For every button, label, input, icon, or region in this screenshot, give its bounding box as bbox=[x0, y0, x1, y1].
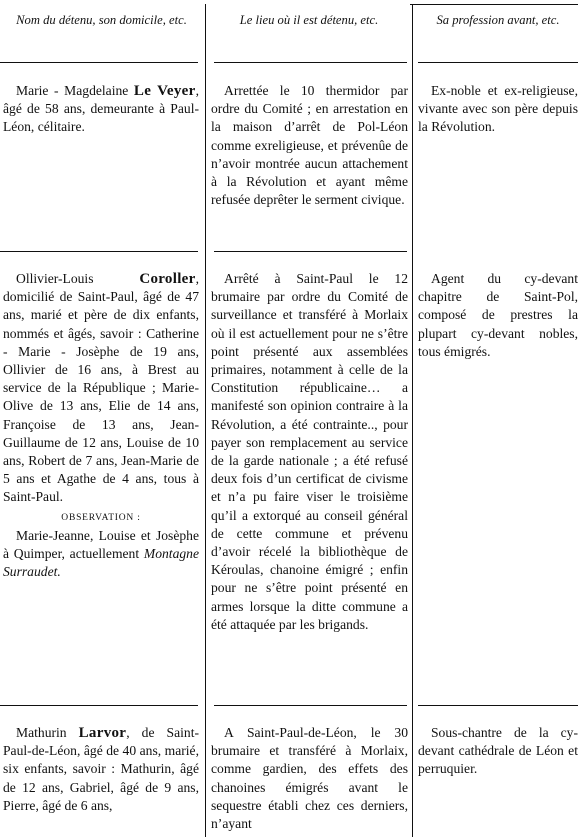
row1-col2-text: Arrettée le 10 thermidor par ordre du Comité ; en arrestation en la maison d’arrêt de Pol-Léon comme exreligieuse, et prévenûe de n’avoir montrée aucun attachement à la Révolution et ayant même refusée deprêter le serment civique. bbox=[211, 83, 408, 208]
row2-col3-text: Agent du cy-devant chapitre de Saint-Pol, composé de prestres la plupart cy-devant nobles, tous émigrés. bbox=[418, 271, 578, 359]
header-col3: Sa profession avant, etc. bbox=[436, 13, 560, 27]
row3-surname: Larvor bbox=[78, 725, 127, 741]
row1-surname: Le Veyer bbox=[133, 83, 196, 99]
row3-given-name: Mathurin bbox=[16, 725, 67, 740]
row3-col3-entry bbox=[418, 724, 578, 779]
row2-col3-entry bbox=[418, 270, 578, 361]
row1-col1-details: , âgé de 58 ans, demeurante à Paul-Léon, célitaire. bbox=[3, 83, 199, 135]
header-rule-col3 bbox=[418, 62, 578, 63]
row1-rule-col2 bbox=[214, 251, 407, 252]
row2-rule-col1 bbox=[0, 705, 198, 706]
column-divider-2 bbox=[412, 4, 413, 837]
row2-rule-col2 bbox=[214, 705, 407, 706]
header-col1: Nom du détenu, son domicile, etc. bbox=[16, 13, 187, 27]
row2-col2-entry bbox=[211, 270, 408, 634]
header-col2: Le lieu où il est détenu, etc. bbox=[239, 13, 379, 27]
top-rule bbox=[410, 4, 578, 5]
row3-col1-details: , de Saint-Paul-de-Léon, âgé de 40 ans, marié, six enfants, savoir : Mathurin, âgé de 12 ans, Gabriel, âgé de 9 ans, Pierre, âgé de 6 ans, bbox=[3, 725, 199, 813]
row2-observation-italic: Montagne Surraudet. bbox=[3, 546, 199, 580]
row1-col3-text: Ex-noble et ex-religieuse, vivante avec son père depuis la Révolution. bbox=[418, 83, 578, 135]
row1-col3-entry bbox=[418, 82, 578, 137]
row3-col2-entry bbox=[211, 724, 408, 833]
row1-col2-entry bbox=[211, 82, 408, 209]
header-rule-col2 bbox=[214, 62, 407, 63]
row2-surname: Coroller bbox=[139, 271, 196, 287]
row1-col1-entry bbox=[3, 82, 199, 137]
row2-col1-details: , domicilié de Saint-Paul, âgé de 47 ans, marié et père de dix enfants, nommés et âgés, savoir : Catherine - Marie - Josèphe de 19 ans, Ollivier de 16 ans, à Brest au service de la République ; Marie-Olive de 13 ans, Elie de 14 ans, Françoise de 13 ans, Jean-Guillaume de 12 ans, Louise de 10 ans, Robert de 7 ans, Jean-Marie de 5 ans et Agathe de 4 ans, tous à Saint-Paul. bbox=[3, 271, 199, 505]
row3-col3-text: Sous-chantre de la cy-devant cathédrale de Léon et perruquier. bbox=[418, 725, 578, 777]
row2-observation-label: OBSERVATION : bbox=[61, 512, 141, 523]
header-rule-col1 bbox=[0, 62, 198, 63]
row2-col1-entry bbox=[3, 270, 199, 581]
row2-observation-text: Marie-Jeanne, Louise et Josèphe à Quimper, actuellement bbox=[3, 527, 199, 562]
row2-given-name: Ollivier-Louis bbox=[16, 271, 94, 286]
row1-given-name: Marie - Magdelaine bbox=[16, 83, 129, 98]
column-divider-1 bbox=[205, 4, 206, 837]
row3-col1-entry bbox=[3, 724, 199, 815]
row2-rule-col3 bbox=[418, 705, 578, 706]
row2-col2-text: Arrêté à Saint-Paul le 12 brumaire par ordre du Comité de surveillance et transféré à Morlaix où il est actuellement pour ne s’être point présenté aux assemblées primaires, notamment à celle de la Constitution républicaine… a manifesté son opinion contraire à la Révolution, a été contrainte.., pour payer son remplacement au service de la garde nationale ; a été refusé deux fois d’un certificat de civisme et n’a pu faire viser le troisième qu’il a extorqué au conseil général de cette commune et prévenu d’avoir récelé la bibliothèque de Kéroulas, chanoine émigré ; enfin pour ne s’être point présenté en armes lorsque la ditte commune a été attaquée par les brigands. bbox=[211, 271, 408, 632]
row3-col2-text: A Saint-Paul-de-Léon, le 30 brumaire et transféré à Morlaix, comme gardien, des effets des chanoines émigrés avant le sequestre établi chez ces derniers, n’ayant bbox=[211, 725, 408, 832]
row1-rule-col1 bbox=[0, 251, 198, 252]
